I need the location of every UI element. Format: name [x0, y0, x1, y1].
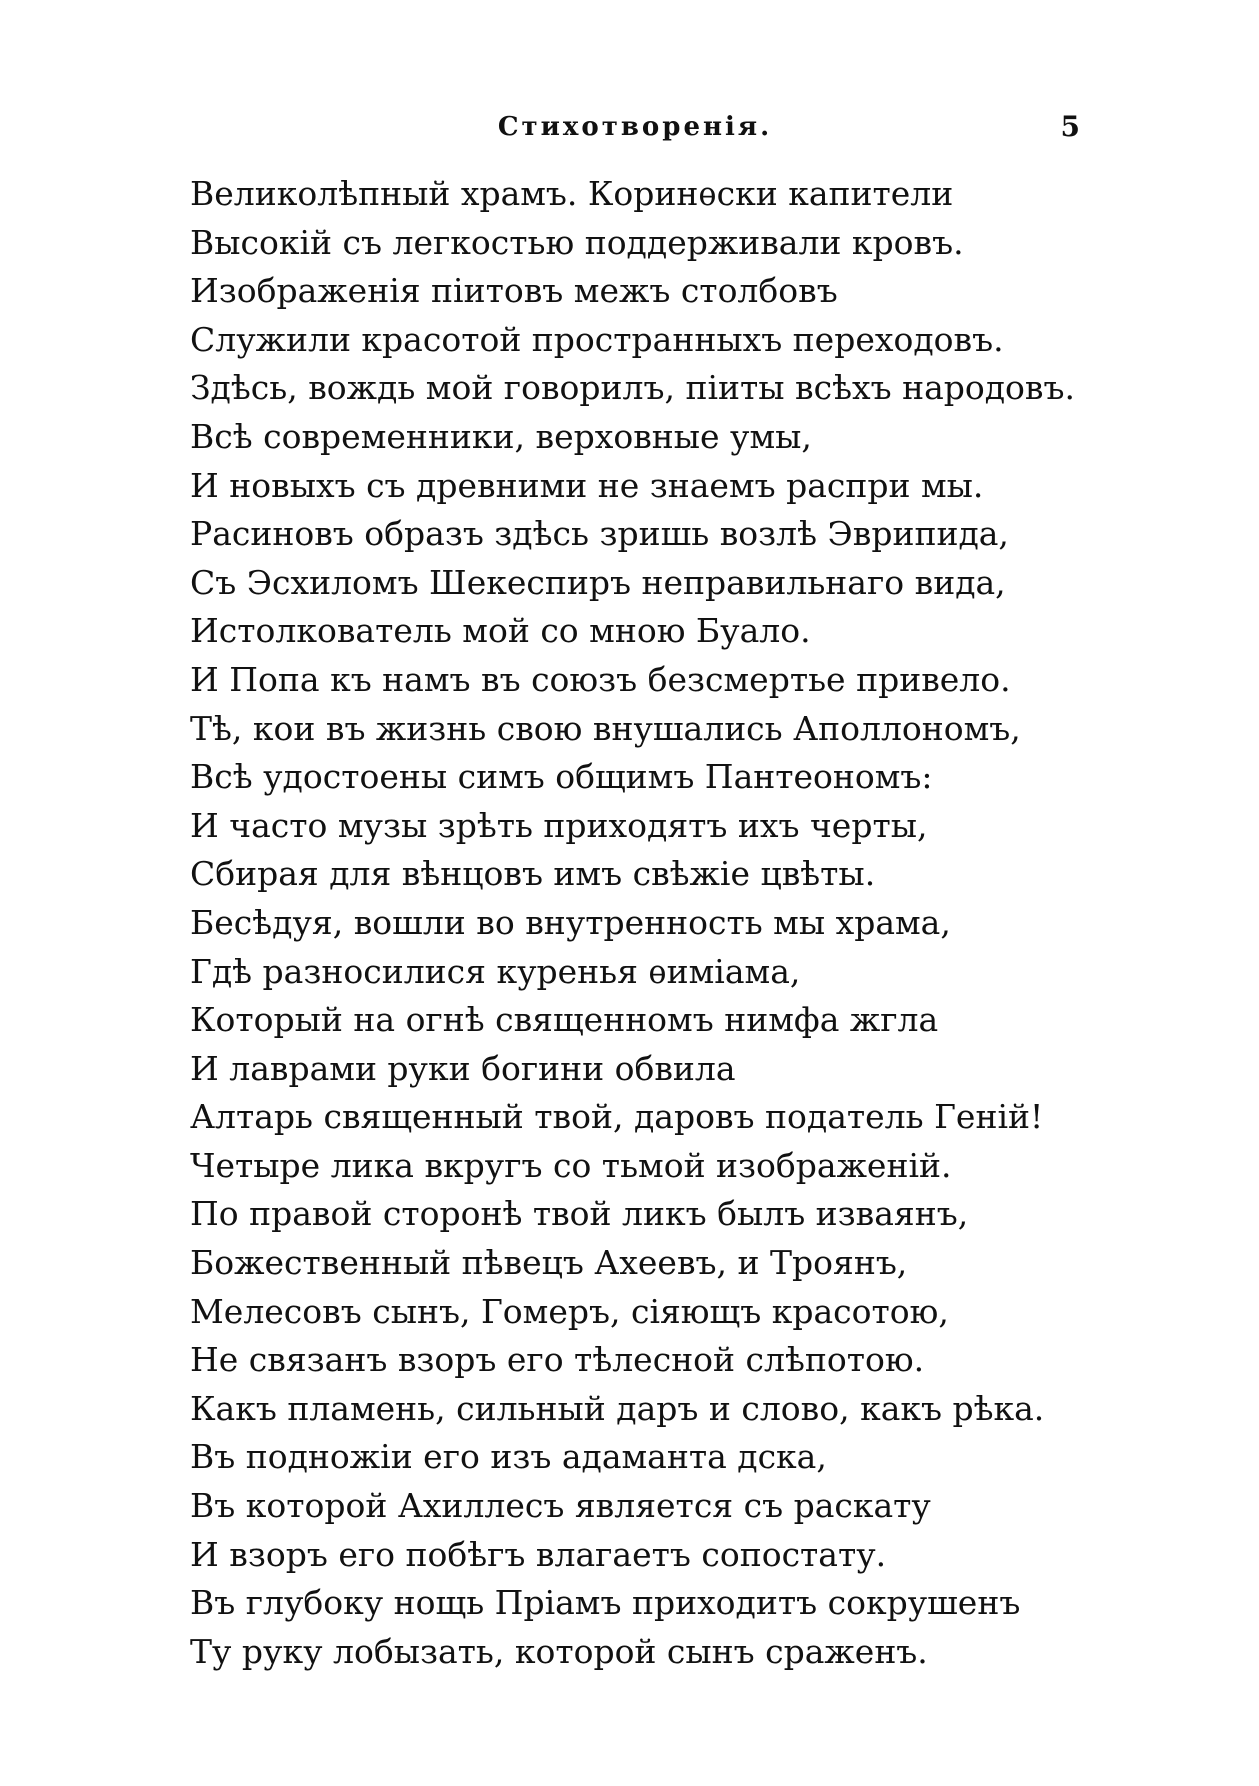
verse-line: Алтарь священный твой, даровъ податель Геній! [190, 1097, 1044, 1137]
verse-line: И часто музы зрѣть приходятъ ихъ черты, [190, 805, 928, 845]
verse-line: Божественный пѣвецъ Ахеевъ, и Троянъ, [190, 1243, 908, 1283]
verse-line: Ту руку лобызать, которой сынъ сраженъ. [190, 1631, 928, 1671]
verse-line: Высокій съ легкостью поддерживали кровъ. [190, 222, 964, 262]
running-head [190, 112, 1080, 156]
verse-line: Въ подножіи его изъ адаманта дска, [190, 1437, 827, 1477]
verse-line: Гдѣ разносилися куренья ѳиміама, [190, 951, 801, 991]
verse-line: Который на огнѣ священномъ нимфа жгла [190, 1000, 939, 1040]
page-number: 5 [1060, 110, 1080, 143]
verse-line: Служили красотой пространныхъ переходовъ. [190, 319, 1004, 359]
verse-line: Великолѣпный храмъ. Коринѳски капители [190, 174, 954, 213]
verse-line: Истолкователь мой со мною Буало. [190, 611, 811, 651]
verse-line: Въ глубоку нощь Пріамъ приходитъ сокрушенъ [190, 1583, 1021, 1623]
verse-line: Изображенія піитовъ межъ столбовъ [190, 271, 838, 311]
verse-line: Четыре лика вкругъ со тьмой изображеній. [190, 1145, 952, 1185]
verse-line: Какъ пламень, сильный даръ и слово, какъ рѣка. [190, 1388, 1045, 1428]
verse-line: Тѣ, кои въ жизнь свою внушались Аполлономъ, [190, 708, 1021, 748]
verse-line: Всѣ современники, верховные умы, [190, 416, 812, 456]
verse-line: Мелесовъ сынъ, Гомеръ, сіяющъ красотою, [190, 1291, 949, 1331]
verse-line: Съ Эсхиломъ Шекеспиръ неправильнаго вида, [190, 562, 1006, 602]
verse-line: И взоръ его побѣгъ влагаетъ сопостату. [190, 1534, 887, 1574]
verse-line: И Попа къ намъ въ союзъ безсмертье привело. [190, 659, 1011, 699]
verse-line: Въ которой Ахиллесъ является съ раскату [190, 1486, 931, 1526]
verse-line: И лаврами руки богини обвила [190, 1048, 736, 1088]
verse-line: Бесѣдуя, вошли во внутренность мы храма, [190, 902, 951, 942]
poem-text [190, 170, 1090, 1676]
verse-line: По правой сторонѣ твой ликъ былъ изваянъ, [190, 1194, 969, 1234]
verse-line: И новыхъ съ древними не знаемъ распри мы. [190, 465, 984, 505]
verse-line: Всѣ удостоены симъ общимъ Пантеономъ: [190, 757, 933, 797]
running-title: Стихотворенія. [497, 112, 773, 142]
verse-line: Сбирая для вѣнцовъ имъ свѣжіе цвѣты. [190, 854, 876, 894]
verse-line: Расиновъ образъ здѣсь зришь возлѣ Эврипида, [190, 514, 1009, 554]
verse-line: Здѣсь, вождь мой говорилъ, піиты всѣхъ народовъ. [190, 368, 1075, 408]
verse-line: Не связанъ взоръ его тѣлесной слѣпотою. [190, 1340, 925, 1380]
